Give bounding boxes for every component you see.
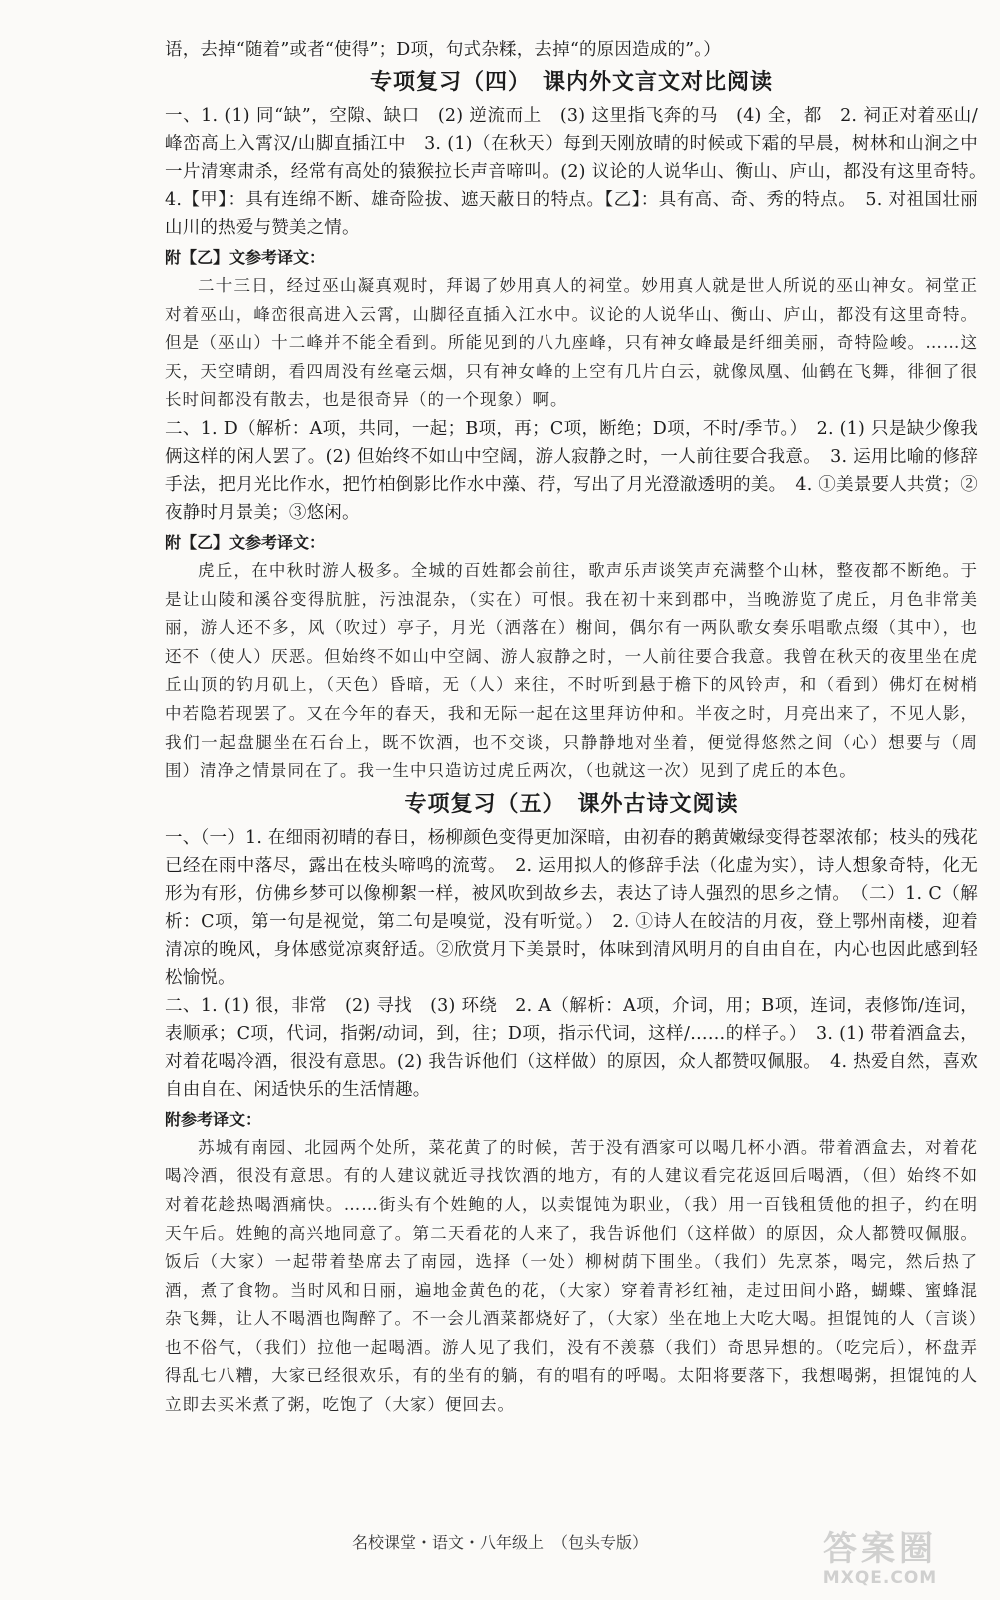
watermark-url: MXQE.COM — [822, 1568, 938, 1588]
section-4-heading: 专项复习（四） 课内外文言文对比阅读 — [369, 70, 773, 95]
watermark-logo-text: 答案圈 — [823, 1529, 937, 1569]
section-4-translation-title-2: 附【乙】文参考译文： — [165, 532, 326, 552]
top-line: 语，去掉“随着”或者“使得”；D项，句式杂糅，去掉“的原因造成的”。） — [165, 40, 721, 60]
section-4-translation-1: 二十三日，经过巫山凝真观时，拜谒了妙用真人的祠堂。妙用真人就是世人所说的巫山神女。祠堂正对着巫山，峰峦很高进入云霄，山脚径直插入江水中。议论的人说华山、衡山、庐山，都没有这里奇特。但是（巫山）十二峰并不能全看到。所能见到的八九座峰，只有神女峰最是纤细美丽，奇特险峻。……这天，天空晴朗，看四周没有丝毫云烟，只有神女峰的上空有几片白云，就像凤凰、仙鹤在飞舞，徘徊了很长时间都没有散去，也是很奇异（的一个现象）啊。 — [165, 276, 978, 410]
section-5-heading: 专项复习（五） 课外古诗文阅读 — [404, 791, 739, 817]
watermark-logo — [780, 1530, 980, 1592]
section-4-translation-2: 虎丘，在中秋时游人极多。全城的百姓都会前往，歌声乐声谈笑声充满整个山林，整夜都不断绝。于是让山陵和溪谷变得肮脏，污浊混杂，（实在）可恨。我在初十来到郡中，当晚游览了虎丘，月色非常美丽，游人还不多，风（吹过）亭子，月光（洒落在）榭间，偶尔有一两队歌女奏乐唱歌点缀（其中），也还不（使人）厌恶。但始终不如山中空阔、游人寂静之时，一人前往要合我意。我曾在秋天的夜里坐在虎丘山顶的钓月矶上，（天色）昏暗，无（人）来往，不时听到悬于檐下的风铃声，和（看到）佛灯在树梢中若隐若现罢了。又在今年的春天，我和无际一起在这里拜访仲和。半夜之时，月亮出来了，不见人影，我们一起盘腿坐在石台上，既不饮酒，也不交谈，只静静地对坐着，便觉得悠然之间（心）想要与（周围）清净之情景同在了。我一生中只造访过虎丘两次，（也就这一次）见到了虎丘的本色。 — [165, 560, 978, 781]
section-5-answers-part1: 一、（一）1. 在细雨初晴的春日，杨柳颜色变得更加深暗，由初春的鹅黄嫩绿变得苍翠浓郁；枝头的残花已经在雨中落尽，露出在枝头啼鸣的流莺。 2. 运用拟人的修辞手法（化虚为实），诗人想象奇特，化无形为有形，仿佛乡梦可以像柳絮一样，被风吹到故乡去，表达了诗人强烈的思乡之情。 （二）1. C（解析：C项，第一句是视觉，第二句是嗅觉，没有听觉。） 2. ①诗人在皎洁的月夜，登上鄂州南楼，迎着清凉的晚风，身体感觉凉爽舒适。②欣赏月下美景时，体味到清风明月的自由自在，内心也因此感到轻松愉悦。 — [165, 827, 978, 988]
section-4-answers-part1: 一、1. (1) 同“缺”，空隙、缺口 (2) 逆流而上 (3) 这里指飞奔的马 (4) 全，都 2. 祠正对着巫山/峰峦高上入霄汉/山脚直插江中 3. (1)（在秋天）每到天刚放晴的时候或下霜的早晨，树林和山涧之中一片清寒肃杀，经常有高处的猿猴拉长声音啼叫。(2) 议论的人说华山、衡山、庐山，都没有这里奇特。 4.【甲】：具有连绵不断、雄奇险拔、遮天蔽日的特点。【乙】：具有高、奇、秀的特点。 5. 对祖国壮丽山川的热爱与赞美之情。 — [165, 106, 996, 238]
section-4-translation-title-1: 附【乙】文参考译文： — [165, 248, 326, 267]
page-footer: 名校课堂・语文・八年级上 （包头专版） — [351, 1533, 648, 1552]
section-5-translation: 苏城有南园、北园两个处所，菜花黄了的时候，苦于没有酒家可以喝几杯小酒。带着酒盒去，对着花喝冷酒，很没有意思。有的人建议就近寻找饮酒的地方，有的人建议看完花返回后喝酒，（但）始终不如对着花趁热喝酒痛快。……街头有个姓鲍的人，以卖馄饨为职业，（我）用一百钱租赁他的担子，约在明天午后。姓鲍的高兴地同意了。第二天看花的人来了，我告诉他们（这样做）的原因，众人都赞叹佩服。饭后（大家）一起带着垫席去了南园，选择（一处）柳树荫下围坐。（我们）先烹茶，喝完，然后热了酒，煮了食物。当时风和日丽，遍地金黄色的花，（大家）穿着青衫红袖，走过田间小路，蝴蝶、蜜蜂混杂飞舞，让人不喝酒也陶醉了。不一会儿酒菜都烧好了，（大家）坐在地上大吃大喝。担馄饨的人（言谈）也不俗气，（我们）拉他一起喝酒。游人见了我们，没有不羡慕（我们）奇思异想的。（吃完后），杯盘弄得乱七八糟，大家已经很欢乐，有的坐有的躺，有的唱有的呼喝。太阳将要落下，我想喝粥，担馄饨的人立即去买米煮了粥，吃饱了（大家）便回去。 — [165, 1137, 978, 1415]
section-4-answers-part2: 二、1. D（解析：A项，共同，一起；B项，再；C项，断绝；D项，不时/季节。） 2. (1) 只是缺少像我俩这样的闲人罢了。(2) 但始终不如山中空阔，游人寂静之时，一人前往要合我意。 3. 运用比喻的修辞手法，把月光比作水，把竹柏倒影比作水中藻、荇，写出了月光澄澈透明的美。 4. ①美景要人共赏；②夜静时月景美；③悠闲。 — [165, 418, 978, 523]
section-5-translation-title: 附参考译文： — [165, 1109, 262, 1129]
section-5-answers-part2: 二、1. (1) 很，非常 (2) 寻找 (3) 环绕 2. A（解析：A项，介词，用；B项，连词，表修饰/连词，表顺承；C项，代词，指粥/动词，到，往；D项，指示代词，这样/……的样子。） 3. (1) 带着酒盒去，对着花喝冷酒，很没有意思。(2) 我告诉他们（这样做）的原因，众人都赞叹佩服。 4. 热爱自然，喜欢自由自在、闲适快乐的生活情趣。 — [165, 995, 978, 1100]
